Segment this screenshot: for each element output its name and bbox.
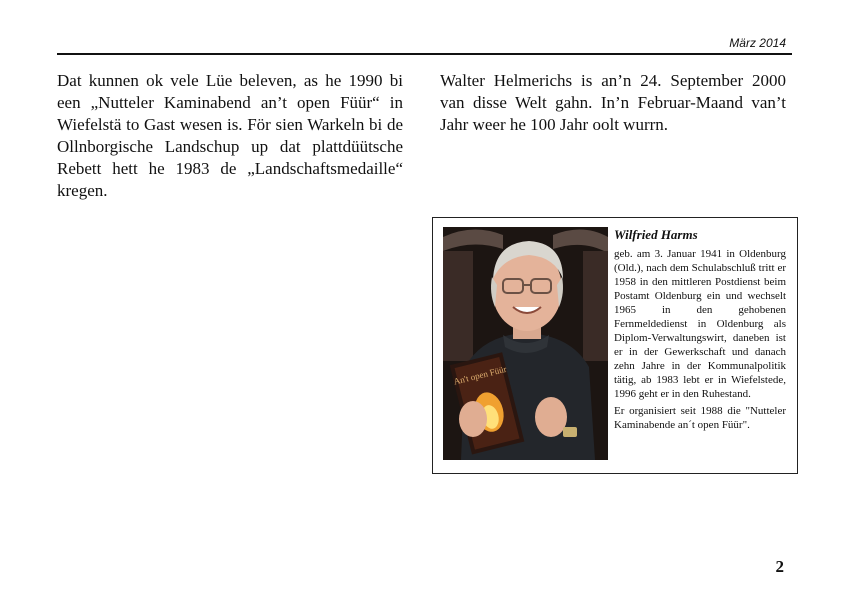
header-rule: [57, 53, 792, 55]
right-column-text: Walter Helmerichs is an’n 24. September 2000 van disse Welt gahn. In’n Februar-Maand van’t Jahr weer he 100 Jahr oolt wurrn.: [440, 71, 786, 134]
header-date: März 2014: [729, 36, 786, 50]
page-number: 2: [775, 557, 784, 576]
bio-paragraph-1: geb. am 3. Januar 1941 in Oldenburg (Old.), nach dem Schulabschluß tritt er 1958 in den mittleren Postdienst beim Postamt Oldenburg ein und wechselt 1965 in den gehobenen Fernmeldedienst in Oldenburg als Diplom-Verwaltungswirt, daneben ist er in der Gewerkschaft und danach zehn Jahre in der Kommunalpolitik tätig, ab 1983 lebt er in Wiefelstede, 1996 geht er in den Ruhestand.: [614, 248, 786, 400]
left-column-text: Dat kunnen ok vele Lüe beleven, as he 1990 bi een „Nutteler Kaminabend an’t open Füür“ in Wiefelstä to Gast wesen is. För sien Warkeln bi de Ollnborgische Landschup up dat plattdüütsche Rebett hett he 1983 de „Landschaftsmedaille“ kregen.: [57, 71, 403, 200]
bio-infobox: [432, 217, 798, 474]
book-title-text: An't open Füür: [452, 363, 508, 387]
bio-paragraph-2: Er organisiert seit 1988 die "Nutteler Kaminabende an´t open Füür".: [614, 405, 786, 431]
bio-name: Wilfried Harms: [614, 227, 698, 242]
portrait-photo: [443, 227, 608, 460]
bio-text: [614, 227, 786, 435]
